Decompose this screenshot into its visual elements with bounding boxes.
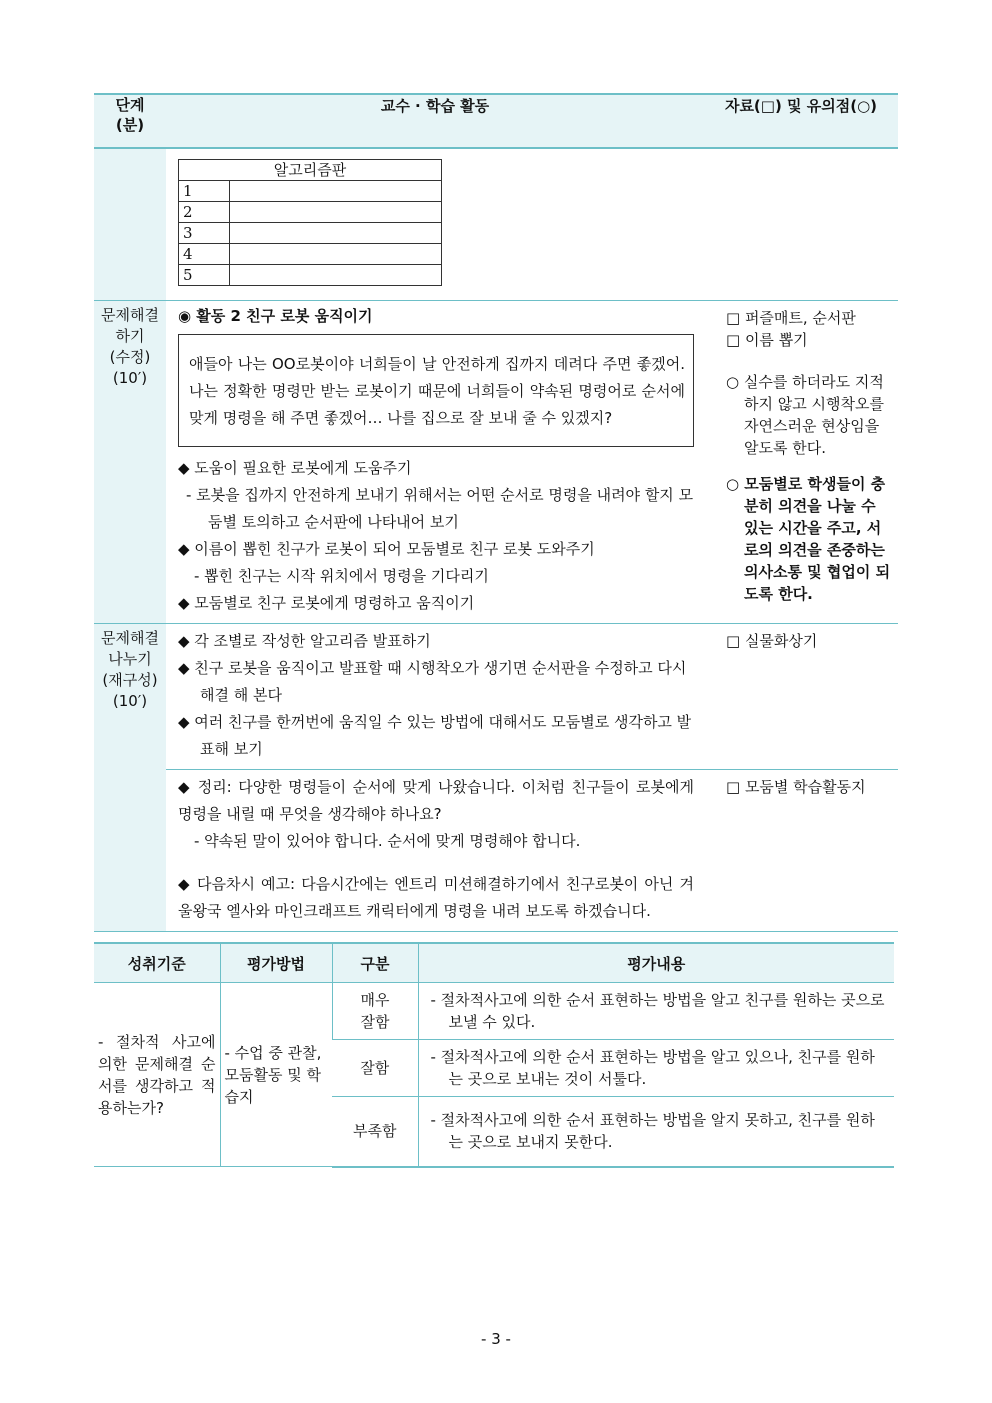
- evaluation-content: [418, 1097, 894, 1167]
- stage-line: 하기: [115, 327, 145, 345]
- algorithm-board-title: 알고리즘판: [179, 160, 442, 181]
- algorithm-row-blank: [230, 202, 442, 223]
- evaluation-grade: 잘함: [332, 1040, 418, 1097]
- materials-empty: [704, 148, 898, 301]
- algorithm-row-number: 2: [179, 202, 230, 223]
- summary-row: [94, 770, 898, 932]
- evaluation-table: [94, 942, 894, 1168]
- algorithm-row-blank: [230, 181, 442, 202]
- materials-header: 자료(□) 및 유의점(○): [704, 94, 898, 148]
- stage-line: (재구성): [102, 671, 158, 689]
- step-detail: - 로봇을 집까지 안전하게 보내기 위해서는 어떤 순서로 명령을 내려야 할지 모둠별 토의하고 순서판에 나타내어 보기: [186, 486, 694, 531]
- algorithm-row-blank: [230, 223, 442, 244]
- step-item: ◆ 도움이 필요한 로봇에게 도움주기: [178, 459, 412, 477]
- lesson-plan-table: [94, 93, 898, 932]
- evaluation-grade: 부족함: [332, 1097, 418, 1167]
- stage-solve: [94, 301, 166, 624]
- stage-line: 나누기: [108, 650, 152, 668]
- summary-materials: [704, 770, 898, 932]
- step-item: ◆ 모둠별로 친구 로봇에게 명령하고 움직이기: [178, 594, 475, 612]
- lesson-plan-page: [94, 93, 898, 1168]
- evaluation-content-text: - 절차적사고에 의한 순서 표현하는 방법을 알지 못하고, 친구를 원하는 곳으로 보내지 못한다.: [430, 1111, 875, 1152]
- material-item: □ 이름 뽑기: [726, 331, 808, 349]
- step-item: ◆ 이름이 뽑힌 친구가 로봇이 되어 모둠별로 친구 로봇 도와주기: [178, 540, 595, 558]
- stage-line: 문제해결: [101, 306, 159, 324]
- solve-row: [94, 301, 898, 624]
- stage-line: (수정): [109, 348, 151, 366]
- share-activity: [166, 624, 704, 770]
- robot-dialogue: 애들아 나는 OO로봇이야 너희들이 날 안전하게 집까지 데려다 주면 좋겠어. 나는 정확한 명령만 받는 로봇이기 때문에 너희들이 약속된 명령어로 순서에 맞게 명령을 해 주면 좋겠어… 나를 집으로 잘 보내 줄 수 있겠지?: [189, 355, 685, 427]
- evaluation-content: [418, 983, 894, 1040]
- step-item: ◆ 각 조별로 작성한 알고리즘 발표하기: [178, 632, 431, 650]
- algorithm-row-blank: [230, 265, 442, 286]
- stage-line: (10′): [112, 369, 148, 387]
- achievement-standard: - 절차적 사고에 의한 문제해결 순서를 생각하고 적용하는가?: [94, 983, 220, 1167]
- algorithm-row: [94, 148, 898, 301]
- eval-header-method: 평가방법: [220, 943, 332, 983]
- algorithm-row-number: 1: [179, 181, 230, 202]
- stage-empty: [94, 148, 166, 301]
- evaluation-method: - 수업 중 관찰, 모둠활동 및 학습지: [220, 983, 332, 1167]
- step-item: ◆ 친구 로봇을 움직이고 발표할 때 시행착오가 생기면 순서판을 수정하고 다시 해결 해 본다: [178, 659, 687, 704]
- share-row: [94, 624, 898, 770]
- evaluation-content-text: - 절차적사고에 의한 순서 표현하는 방법을 알고 친구를 원하는 곳으로 보낼 수 있다.: [430, 991, 885, 1031]
- summary-text: ◆ 정리: 다양한 명령들이 순서에 맞게 나왔습니다. 이처럼 친구들이 로봇에게 명령을 내릴 때 무엇을 생각해야 하나요?: [178, 778, 694, 823]
- summary-activity: [166, 770, 704, 932]
- stage-header: 단계 (분): [94, 94, 166, 148]
- page-number: - 3 -: [481, 1330, 511, 1348]
- algorithm-row-number: 5: [179, 265, 230, 286]
- eval-header-grade: 구분: [332, 943, 418, 983]
- step-detail: - 뽑힌 친구는 시작 위치에서 명령을 기다리기: [194, 567, 489, 585]
- activity-title: ◉ 활동 2 친구 로봇 움직이기: [178, 307, 373, 325]
- eval-header-content: 평가내용: [418, 943, 894, 983]
- stage-line: (10′): [112, 692, 148, 710]
- evaluation-header-row: [94, 943, 894, 983]
- activity-header: 교수 · 학습 활동: [166, 94, 704, 148]
- material-item: □ 모둠별 학습활동지: [726, 778, 866, 796]
- evaluation-grade: 매우 잘함: [332, 983, 418, 1040]
- caution-note: ○ 모둠별로 학생들이 충분히 의견을 나눌 수 있는 시간을 주고, 서로의 의견을 존중하는 의사소통 및 협업이 되도록 한다.: [726, 475, 891, 603]
- eval-header-standard: 성취기준: [94, 943, 220, 983]
- stage-line: 문제해결: [101, 629, 159, 647]
- stage-share: [94, 624, 166, 932]
- evaluation-content-text: - 절차적사고에 의한 순서 표현하는 방법을 알고 있으나, 친구를 원하는 곳으로 보내는 것이 서툴다.: [430, 1048, 875, 1088]
- summary-answer: - 약속된 말이 있어야 합니다. 순서에 맞게 명령해야 합니다.: [194, 832, 581, 850]
- table-header-row: [94, 94, 898, 148]
- algorithm-cell: [166, 148, 704, 301]
- algorithm-row-blank: [230, 244, 442, 265]
- evaluation-content: [418, 1040, 894, 1097]
- material-item: □ 퍼즐매트, 순서판: [726, 309, 856, 327]
- solve-materials: [704, 301, 898, 624]
- algorithm-row-number: 3: [179, 223, 230, 244]
- solve-activity: [166, 301, 704, 624]
- algorithm-row-number: 4: [179, 244, 230, 265]
- share-materials: [704, 624, 898, 770]
- caution-note: ○ 실수를 하더라도 지적하지 않고 시행착오를 자연스러운 현상임을 알도록 한다.: [726, 373, 884, 457]
- step-item: ◆ 여러 친구를 한꺼번에 움직일 수 있는 방법에 대해서도 모둠별로 생각하고 발표해 보기: [178, 713, 692, 758]
- evaluation-row: [94, 983, 894, 1040]
- material-item: □ 실물화상기: [726, 632, 818, 650]
- algorithm-board: [178, 159, 442, 286]
- robot-dialogue-box: [178, 334, 694, 447]
- next-lesson-preview: ◆ 다음차시 예고: 다음시간에는 엔트리 미션해결하기에서 친구로봇이 아닌 겨울왕국 엘사와 마인크래프트 캐릭터에게 명령을 내려 보도록 하겠습니다.: [178, 875, 694, 920]
